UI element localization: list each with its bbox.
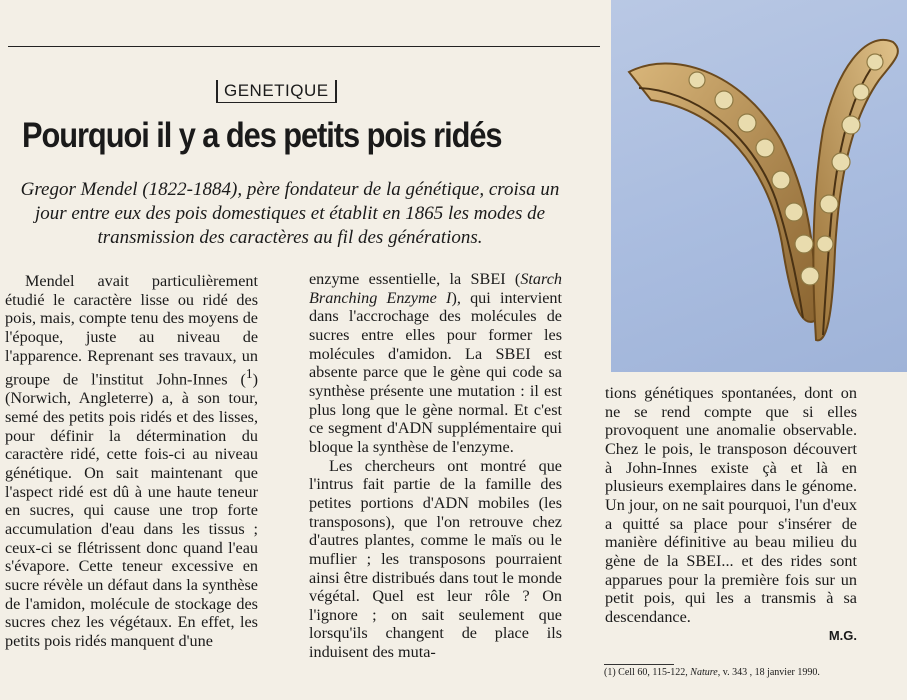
- paragraph: enzyme essentielle, la SBEI (Starch Branching Enzyme I), qui intervient dans l'accrochage des molécules de sucres entre elles pour former les molécules d'amidon. La SBEI est absente parce que le gène qui code sa synthèse présente une mutation : il est plus long que le gène normal. Et c'est ce segment d'ADN supplémentaire qui bloque la synthèse de l'enzyme.: [309, 270, 562, 456]
- paragraph: tions génétiques spontanées, dont on ne se rend compte que si elles provoquent une anomalie observable. Chez le pois, le transposon découvert à John-Innes existe çà et là en plusieurs exemplaires dans le génome. Un jour, on ne sait pourquoi, l'un d'eux a quitté sa place pour s'insérer de manière définitive au beau milieu du gène de la SBEI... et des rides sont apparues pour la première fois sur un petit pois, qui les a transmis à sa descendance.: [605, 384, 858, 626]
- footnote: (1) Cell 60, 115-122, Nature, v. 343 , 18 janvier 1990.: [604, 667, 820, 678]
- paragraph: Mendel avait particulièrement étudié le caractère lisse ou ridé des pois, mais, compte tenu des moyens de l'époque, juste au niveau de l'apparence. Reprenant ses travaux, un groupe de l'institut John-Innes ($^1$) (Norwich, Angleterre) a, à son tour, semé des petits pois ridés et des lisses, pour définir la détermination du caractère ridé, cette fois-ci au niveau génétique. On sait maintenant que l'aspect ridé est dû à une haute teneur en sucres, qui cause une trop forte accumulation d'eau dans les tissus ; ceux-ci se flétrissent donc quand l'eau s'évapore. Cette teneur excessive en sucre révèle un défaut dans la synthèse de l'amidon, molécule de stockage des sucres chez les végétaux. En effet, les petits pois ridés manquent d'une: [5, 272, 258, 650]
- pea-pods-icon: [611, 0, 907, 372]
- footnote-rule: [604, 664, 674, 665]
- headline: Pourquoi il y a des petits pois ridés: [22, 116, 502, 155]
- top-rule: [8, 46, 600, 47]
- body-column-1: [5, 272, 258, 651]
- pea-pod-photo: [611, 0, 907, 372]
- standfirst: Gregor Mendel (1822-1884), père fondateur de la génétique, croisa un jour entre eux des pois domestiques et établit en 1865 les modes de transmission des caractères au fil des générations.: [20, 179, 560, 248]
- body-column-2: [309, 270, 562, 662]
- footnote-ref: 1: [245, 366, 253, 382]
- body-column-3: [605, 384, 857, 645]
- section-kicker: GENETIQUE: [216, 80, 337, 103]
- paragraph: Les chercheurs ont montré que l'intrus fait partie de la famille des petites portions d'ADN mobiles (les transposons), que l'on retrouve chez d'autres plantes, comme le maïs ou le muflier ; les transposons pourraient ainsi être distribués dans tout le monde végétal. Quel est leur rôle ? On l'ignore ; on sait seulement que lorsqu'ils changent de place ils induisent des muta-: [309, 456, 562, 662]
- author-signature: M.G.: [828, 627, 857, 643]
